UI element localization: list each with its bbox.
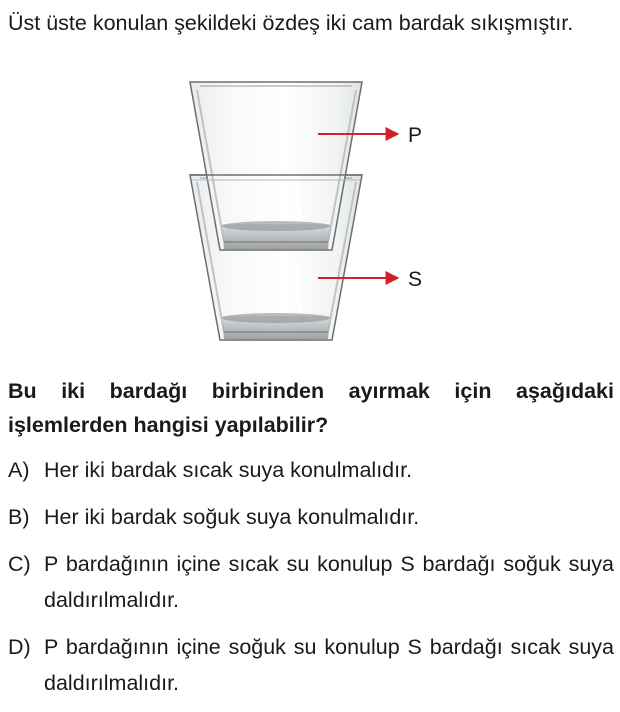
option-letter: D) (8, 635, 31, 659)
question-text: Bu iki bardağı birbirinden ayırmak için aşağıdaki işlemlerden hangisi yapılabilir? (8, 379, 614, 437)
option-b[interactable] (8, 499, 614, 535)
label-p: P (408, 124, 423, 147)
option-letter: A) (8, 458, 30, 482)
top-glass-p (190, 82, 362, 250)
option-text: P bardağının içine soğuk su konulup S bardağı sıcak suya daldırılmalıdır. (44, 635, 614, 695)
stacked-glasses-figure (0, 70, 620, 360)
option-text: Her iki bardak sıcak suya konulmalıdır. (44, 458, 413, 482)
option-text: Her iki bardak soğuk suya konulmalıdır. (44, 505, 420, 529)
option-c[interactable] (8, 546, 614, 618)
option-letter: B) (8, 505, 30, 529)
option-a[interactable] (8, 452, 614, 488)
option-d[interactable] (8, 629, 614, 701)
label-s: S (408, 268, 423, 291)
option-text: P bardağının içine sıcak su konulup S bardağı soğuk suya daldırılmalıdır. (44, 552, 614, 612)
answer-options (8, 452, 614, 712)
question-stem: Üst üste konulan şekildeki özdeş iki cam bardak sıkışmıştır. (8, 11, 574, 35)
option-letter: C) (8, 552, 31, 576)
